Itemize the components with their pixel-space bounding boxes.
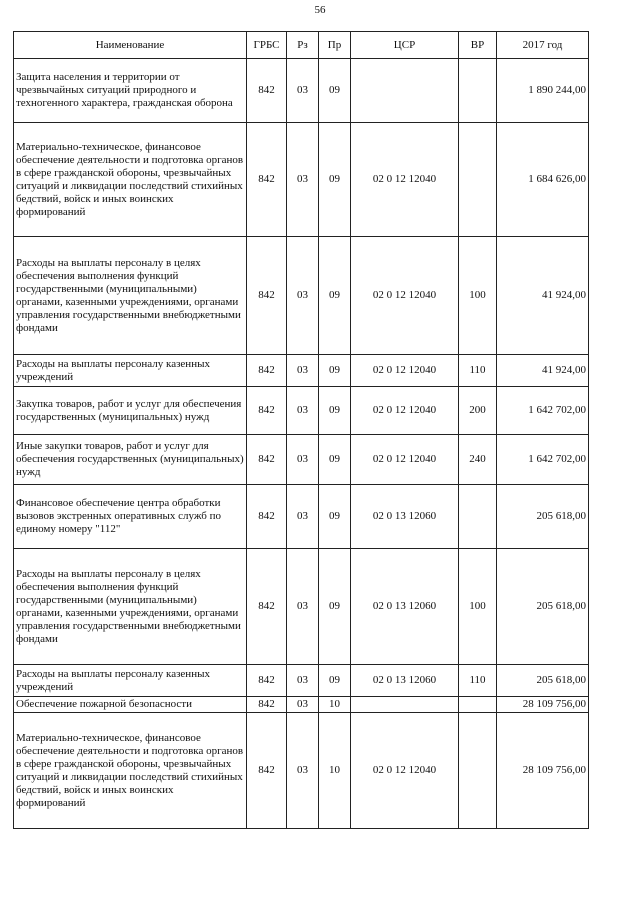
table-row <box>14 549 589 665</box>
row-vr <box>459 713 497 829</box>
row-pr: 09 <box>319 387 351 435</box>
row-grbs: 842 <box>247 237 287 355</box>
row-csr: 02 0 12 12040 <box>351 237 459 355</box>
table-row <box>14 387 589 435</box>
row-rz: 03 <box>287 485 319 549</box>
row-name: Расходы на выплаты персоналу казенных учреждений <box>14 665 247 697</box>
row-vr: 100 <box>459 237 497 355</box>
row-amount: 28 109 756,00 <box>497 713 589 829</box>
table-row <box>14 697 589 713</box>
row-csr: 02 0 13 12060 <box>351 485 459 549</box>
header-name: Наименование <box>14 32 247 59</box>
row-grbs: 842 <box>247 713 287 829</box>
row-pr: 09 <box>319 237 351 355</box>
row-grbs: 842 <box>247 387 287 435</box>
row-amount: 1 642 702,00 <box>497 387 589 435</box>
row-csr: 02 0 13 12060 <box>351 549 459 665</box>
row-rz: 03 <box>287 549 319 665</box>
row-csr: 02 0 12 12040 <box>351 435 459 485</box>
table-header-row <box>14 32 589 59</box>
row-amount: 1 642 702,00 <box>497 435 589 485</box>
row-rz: 03 <box>287 59 319 123</box>
row-name: Материально-техническое, финансовое обеспечение деятельности и подготовка органов в сфере гражданской обороны, чрезвычайных ситуаций и ликвидации последствий стихийных бедствий, войск и иных воинских формирований <box>14 123 247 237</box>
row-pr: 10 <box>319 697 351 713</box>
header-pr: Пр <box>319 32 351 59</box>
row-rz: 03 <box>287 387 319 435</box>
row-vr <box>459 59 497 123</box>
header-amount: 2017 год <box>497 32 589 59</box>
row-rz: 03 <box>287 435 319 485</box>
row-pr: 09 <box>319 59 351 123</box>
header-rz: Рз <box>287 32 319 59</box>
row-amount: 1 684 626,00 <box>497 123 589 237</box>
row-name: Финансовое обеспечение центра обработки вызовов экстренных оперативных служб по единому номеру "112" <box>14 485 247 549</box>
budget-table <box>13 31 589 829</box>
row-amount: 205 618,00 <box>497 549 589 665</box>
table-row <box>14 123 589 237</box>
row-grbs: 842 <box>247 485 287 549</box>
row-name: Закупка товаров, работ и услуг для обеспечения государственных (муниципальных) нужд <box>14 387 247 435</box>
row-amount: 28 109 756,00 <box>497 697 589 713</box>
row-rz: 03 <box>287 697 319 713</box>
row-grbs: 842 <box>247 435 287 485</box>
row-amount: 205 618,00 <box>497 485 589 549</box>
table-row <box>14 485 589 549</box>
row-rz: 03 <box>287 665 319 697</box>
row-name: Защита населения и территории от чрезвычайных ситуаций природного и техногенного характера, гражданская оборона <box>14 59 247 123</box>
row-pr: 10 <box>319 713 351 829</box>
header-csr: ЦСР <box>351 32 459 59</box>
row-name: Расходы на выплаты персоналу в целях обеспечения выполнения функций государственными (муниципальными) органами, казенными учреждениями, органами управления государственными внебюджетными фондами <box>14 549 247 665</box>
row-vr <box>459 485 497 549</box>
row-rz: 03 <box>287 713 319 829</box>
row-vr: 110 <box>459 665 497 697</box>
row-csr <box>351 697 459 713</box>
row-rz: 03 <box>287 355 319 387</box>
row-vr: 240 <box>459 435 497 485</box>
row-vr: 200 <box>459 387 497 435</box>
header-vr: ВР <box>459 32 497 59</box>
row-csr: 02 0 12 12040 <box>351 123 459 237</box>
row-vr: 100 <box>459 549 497 665</box>
table-row <box>14 665 589 697</box>
row-vr <box>459 697 497 713</box>
row-pr: 09 <box>319 549 351 665</box>
row-rz: 03 <box>287 123 319 237</box>
row-csr: 02 0 12 12040 <box>351 387 459 435</box>
row-pr: 09 <box>319 123 351 237</box>
row-pr: 09 <box>319 435 351 485</box>
row-grbs: 842 <box>247 123 287 237</box>
row-name: Расходы на выплаты персоналу в целях обеспечения выполнения функций государственными (муниципальными) органами, казенными учреждениями, органами управления государственными внебюджетными фондами <box>14 237 247 355</box>
row-amount: 41 924,00 <box>497 237 589 355</box>
page-number: 56 <box>314 4 326 16</box>
row-grbs: 842 <box>247 355 287 387</box>
row-name: Обеспечение пожарной безопасности <box>14 697 247 713</box>
row-csr: 02 0 12 12040 <box>351 713 459 829</box>
row-pr: 09 <box>319 665 351 697</box>
row-name: Материально-техническое, финансовое обеспечение деятельности и подготовка органов в сфере гражданской обороны, чрезвычайных ситуаций и ликвидации последствий стихийных бедствий, войск и иных воинских формирований <box>14 713 247 829</box>
row-csr: 02 0 13 12060 <box>351 665 459 697</box>
row-vr <box>459 123 497 237</box>
row-pr: 09 <box>319 355 351 387</box>
row-amount: 205 618,00 <box>497 665 589 697</box>
table-row <box>14 355 589 387</box>
row-vr: 110 <box>459 355 497 387</box>
row-csr: 02 0 12 12040 <box>351 355 459 387</box>
row-csr <box>351 59 459 123</box>
row-grbs: 842 <box>247 549 287 665</box>
row-rz: 03 <box>287 237 319 355</box>
table-row <box>14 435 589 485</box>
row-pr: 09 <box>319 485 351 549</box>
header-grbs: ГРБС <box>247 32 287 59</box>
table-row <box>14 713 589 829</box>
row-amount: 1 890 244,00 <box>497 59 589 123</box>
row-grbs: 842 <box>247 59 287 123</box>
table-row <box>14 237 589 355</box>
row-name: Иные закупки товаров, работ и услуг для обеспечения государственных (муниципальных) нужд <box>14 435 247 485</box>
row-grbs: 842 <box>247 697 287 713</box>
row-grbs: 842 <box>247 665 287 697</box>
row-amount: 41 924,00 <box>497 355 589 387</box>
table-row <box>14 59 589 123</box>
row-name: Расходы на выплаты персоналу казенных учреждений <box>14 355 247 387</box>
